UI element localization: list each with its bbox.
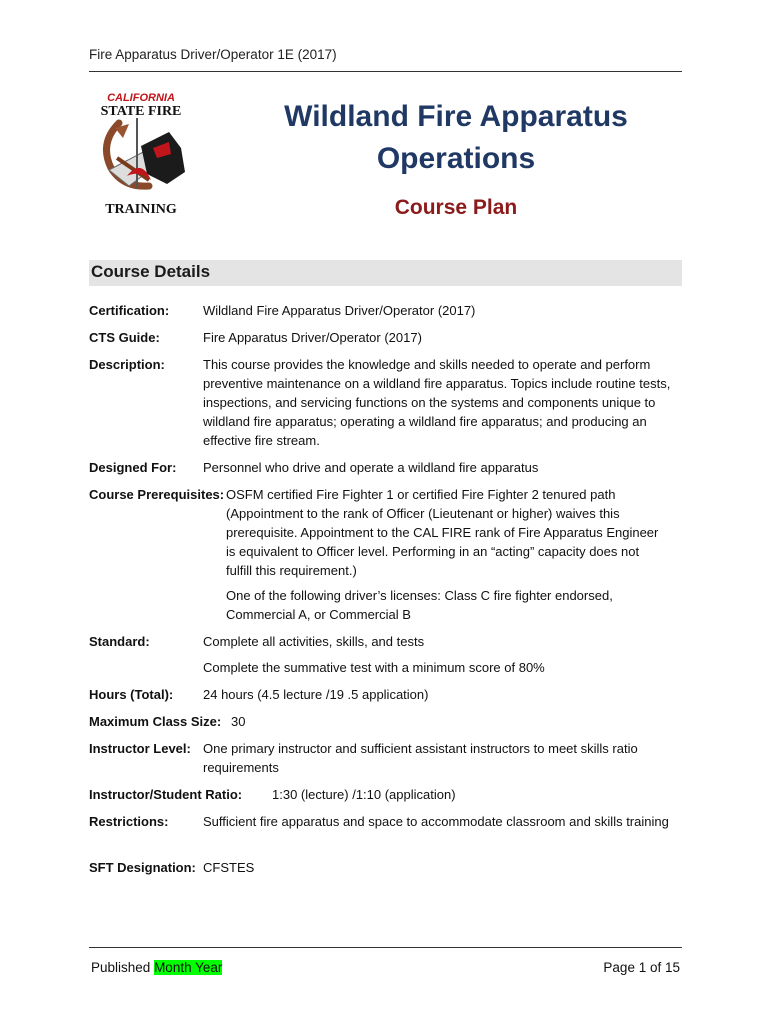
detail-value: This course provides the knowledge and skills needed to operate and perform preventive maintenance on a wildland fire apparatus. Topics include routine tests, inspections, and servicing functions on the systems and components unique to wildland fire apparatus; operating a wildland fire apparatus; and producing an effective fire stream. xyxy=(203,357,671,448)
detail-value: Sufficient fire apparatus and space to accommodate classroom and skills training xyxy=(203,814,669,829)
month-year-placeholder: Month Year xyxy=(154,960,223,975)
detail-label: SFT Designation: xyxy=(89,860,196,875)
page-number: Page 1 of 15 xyxy=(603,960,680,975)
detail-value: One primary instructor and sufficient assistant instructors to meet skills ratio requirements xyxy=(203,741,638,775)
title-block xyxy=(230,96,682,220)
detail-label: CTS Guide: xyxy=(89,330,160,345)
detail-value: 24 hours (4.5 lecture /19 .5 application) xyxy=(203,687,429,702)
detail-value: OSFM certified Fire Fighter 1 or certified Fire Fighter 2 tenured path (Appointment to the rank of Officer (Lieutenant or higher) waives this prerequisite. Appointment to the CAL FIRE rank of Fire Apparatus Engineer is equivalent to Officer level. Performing in an “acting” capacity does not fulfill this requirement.) xyxy=(226,487,659,578)
logo-text-state-fire: STATE FIRE xyxy=(100,104,182,119)
detail-value: Wildland Fire Apparatus Driver/Operator (2017) xyxy=(203,303,476,318)
detail-label: Maximum Class Size: xyxy=(89,714,222,729)
detail-label: Restrictions: xyxy=(89,814,169,829)
detail-label: Course Prerequisites: xyxy=(89,487,225,502)
published-label: Published xyxy=(91,960,151,975)
detail-label: Instructor Level: xyxy=(89,741,191,756)
detail-label: Hours (Total): xyxy=(89,687,174,702)
title-line-1: Wildland Fire Apparatus xyxy=(284,100,628,133)
detail-value: 1:30 (lecture) /1:10 (application) xyxy=(272,787,456,802)
detail-value-2: Complete the summative test with a minimum score of 80% xyxy=(203,660,545,675)
logo-text-training: TRAINING xyxy=(105,202,177,217)
state-fire-training-logo xyxy=(89,88,193,218)
running-header: Fire Apparatus Driver/Operator 1E (2017) xyxy=(89,47,337,62)
detail-value: CFSTES xyxy=(203,860,255,875)
detail-label: Standard: xyxy=(89,634,150,649)
page-footer xyxy=(89,947,682,975)
detail-value: Personnel who drive and operate a wildland fire apparatus xyxy=(203,460,539,475)
detail-value: 30 xyxy=(231,714,246,729)
section-title: Course Details xyxy=(91,262,211,281)
header-rule xyxy=(89,71,682,72)
detail-label: Designed For: xyxy=(89,460,177,475)
published-date xyxy=(91,960,222,975)
detail-label: Instructor/Student Ratio: xyxy=(89,787,243,802)
course-details-section-header xyxy=(89,260,682,286)
title-line-2: Operations xyxy=(376,142,536,175)
detail-value-2: One of the following driver’s licenses: Class C fire fighter endorsed, Commercial A, or Commercial B xyxy=(226,588,613,622)
detail-label: Description: xyxy=(89,357,165,372)
detail-value: Complete all activities, skills, and tests xyxy=(203,634,425,649)
detail-value: Fire Apparatus Driver/Operator (2017) xyxy=(203,330,422,345)
logo-text-california: CALIFORNIA xyxy=(107,92,175,104)
document-subtitle: Course Plan xyxy=(394,196,518,219)
document-title xyxy=(230,96,682,180)
detail-label: Certification: xyxy=(89,303,170,318)
